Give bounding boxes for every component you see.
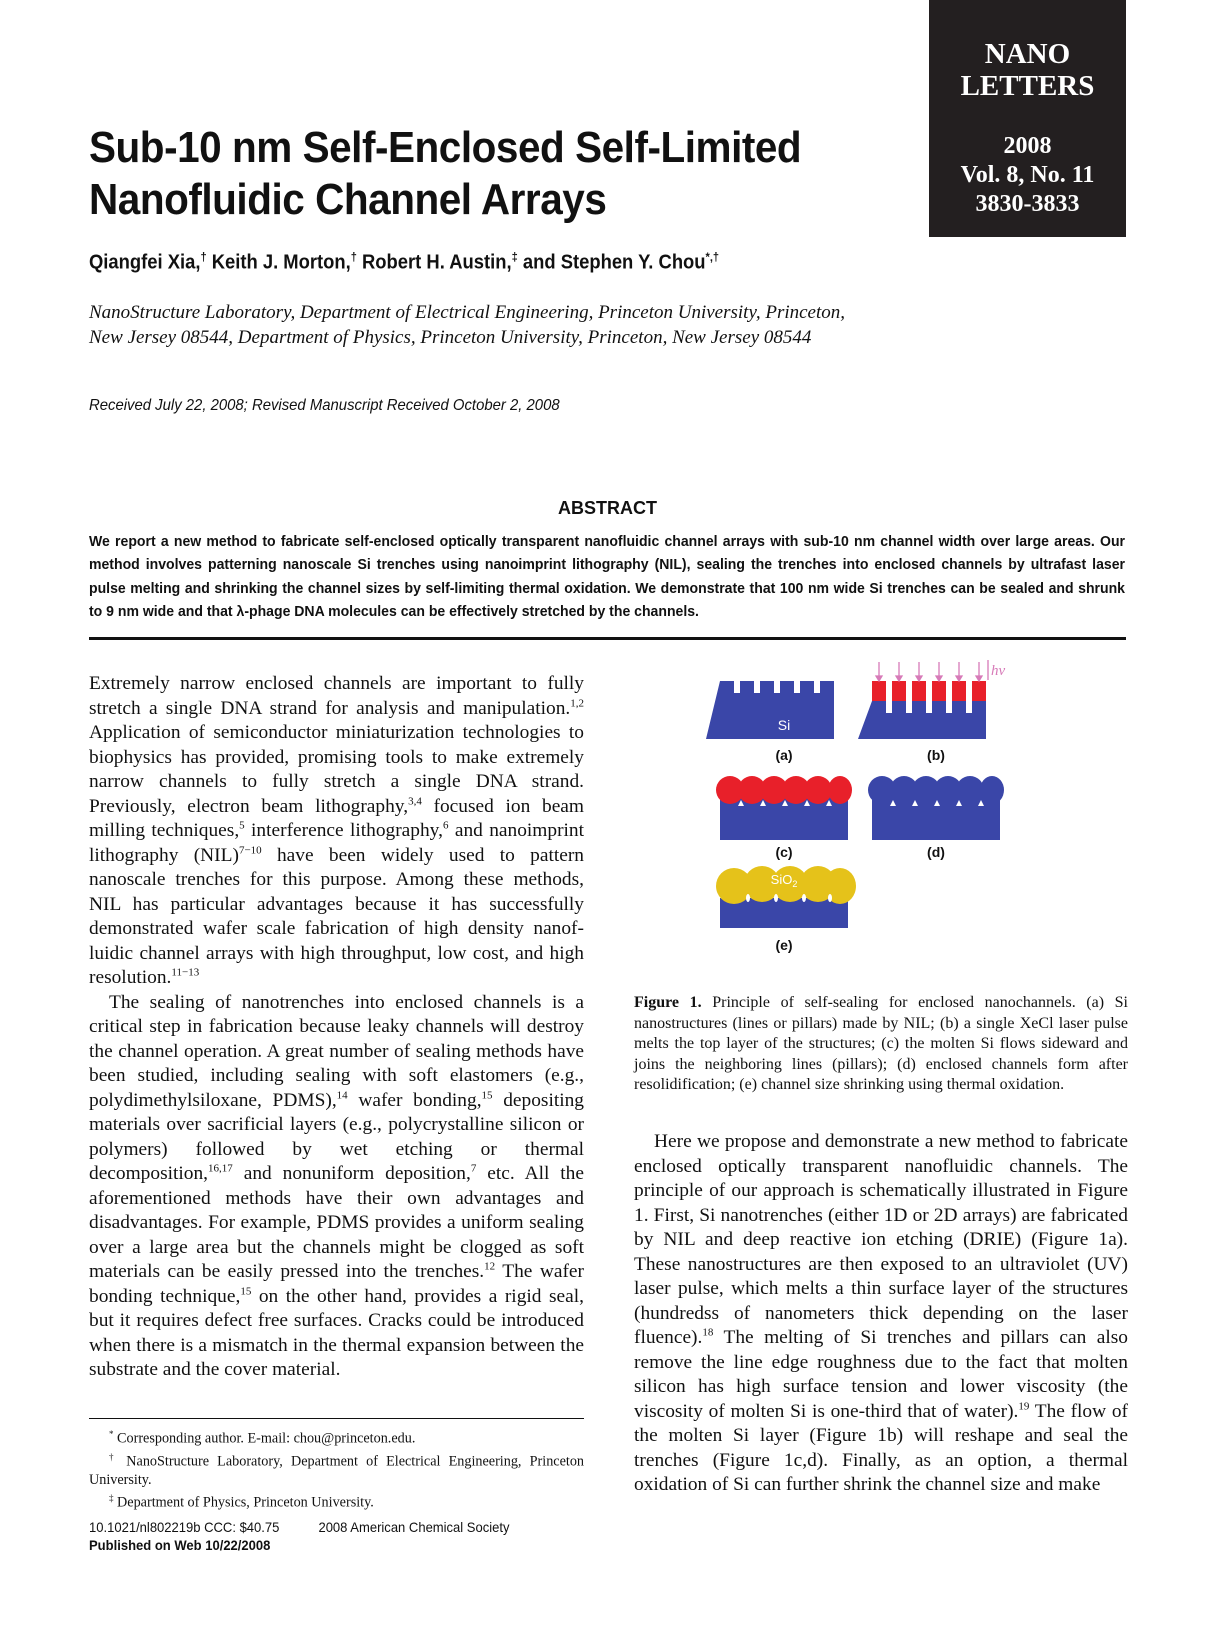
sio2-label-sub: 2 — [792, 879, 798, 889]
label-b: (b) — [927, 747, 945, 763]
footnote-mark: † — [109, 1451, 119, 1462]
body-left-column — [89, 672, 584, 1383]
abstract-divider — [89, 637, 1126, 640]
molten-layer — [872, 681, 986, 701]
citation-ref: 15 — [240, 1285, 252, 1298]
footnote-text: Corresponding author. E-mail: chou@princeton.edu. — [113, 1430, 416, 1447]
panel-a — [706, 681, 834, 763]
footnote-text: Department of Physics, Princeton University. — [113, 1494, 374, 1511]
journal-volume: Vol. 8, No. 11 — [960, 162, 1095, 188]
footnote-mark: * — [109, 1429, 114, 1439]
label-d: (d) — [927, 844, 945, 860]
figure-1-schematic — [720, 663, 1050, 972]
footnote-text: NanoStructure Laboratory, Department of Electrical Engineering, Princeton University. — [89, 1453, 585, 1488]
citation-ref: 3,4 — [408, 795, 422, 808]
figure-1 — [720, 663, 1050, 972]
title-line-1: Sub-10 nm Self-Enclosed Self-Limited — [89, 123, 802, 172]
footnote — [89, 1448, 584, 1489]
citation-ref: 18 — [702, 1326, 714, 1339]
label-c: (c) — [775, 844, 793, 860]
author-mark: ‡ — [511, 250, 518, 264]
journal-year: 2008 — [1003, 133, 1052, 159]
label-a: (a) — [775, 747, 793, 763]
author-name: Robert H. Austin, — [362, 251, 512, 274]
citation-ref: 12 — [484, 1260, 496, 1273]
author-mark: *,† — [705, 250, 720, 264]
figure-1-caption — [634, 993, 1128, 1096]
caption-text: Principle of self-sealing for enclosed nanochannels. (a) Si nanostructures (lines or pillars) made by NIL; (b) a single XeCl laser pulse melts the top layer of the structures; (c) the molten Si flows sideward and joins the neighboring lines (pillars); (d) enclosed channels form after resolidification; (e) channel size shrinking using thermal oxidation. — [634, 994, 1129, 1094]
author-name: Qiangfei Xia, — [89, 251, 201, 274]
citation-ref: 7−10 — [238, 844, 262, 857]
abstract-heading: ABSTRACT — [558, 498, 657, 518]
panel-b — [858, 660, 1006, 763]
laser-arrows — [876, 660, 988, 681]
citation-ref: 19 — [1018, 1400, 1030, 1413]
citation-ref: 11−13 — [171, 966, 200, 979]
journal-badge — [929, 0, 1126, 237]
sio2-label-text: SiO — [770, 872, 793, 887]
footnote-mark: ‡ — [109, 1493, 114, 1504]
citation-ref: 7 — [470, 1162, 477, 1175]
author-name: and Stephen Y. Chou — [522, 251, 706, 274]
si-label: Si — [777, 717, 791, 733]
journal-name-line1: NANO — [984, 38, 1071, 70]
si-substrate-a — [706, 681, 834, 739]
panel-d — [868, 776, 1004, 860]
journal-name-line2: LETTERS — [960, 70, 1095, 102]
citation-ref: 14 — [336, 1089, 348, 1102]
title-line-2: Nanofluidic Channel Arrays — [89, 175, 607, 224]
citation-ref: 6 — [442, 819, 449, 832]
citation-ref: 5 — [239, 819, 245, 832]
author-mark: † — [200, 250, 207, 264]
abstract-text: We report a new method to fabricate self-enclosed optically transparent nanofluidic channel arrays with sub-10 nm channel width over large areas. Our method involves patterning nanoscale Si trenches using nanoimprint lithography (NIL), sealing the trenches into enclosed channels by ultrafast laser pulse melting and shrinking the channel sizes by self-limiting thermal oxidation. We demonstrate that 100 nm wide Si trenches can be sealed and shrunk to 9 nm wide and that λ-phage DNA molecules can be effectively stretched by the channels. — [89, 533, 1125, 621]
footnote — [89, 1489, 584, 1512]
paper-title — [89, 122, 825, 226]
panel-c — [716, 776, 852, 860]
si-substrate-b — [858, 701, 986, 739]
label-e: (e) — [775, 937, 793, 953]
doi: 10.1021/nl802219b CCC: $40.75 — [89, 1519, 280, 1535]
received-dates: Received July 22, 2008; Revised Manuscript Received October 2, 2008 — [89, 397, 560, 414]
journal-pages: 3830-3833 — [975, 191, 1080, 217]
footnotes — [89, 1425, 584, 1512]
hv-label: hν — [991, 663, 1006, 679]
copyright: 2008 American Chemical Society — [318, 1519, 510, 1535]
author-list — [89, 250, 719, 275]
page-footer — [89, 1518, 510, 1554]
affiliation: NanoStructure Laboratory, Department of Electrical Engineering, Princeton University, Princeton, New Jersey 08544, Department of Physics, Princeton University, Princeton, New Jersey 08544 — [89, 302, 846, 348]
citation-ref: 16,17 — [208, 1162, 233, 1175]
author-mark: † — [350, 250, 357, 264]
caption-label: Figure 1. — [634, 994, 702, 1011]
sealed-structure — [868, 776, 1004, 840]
citation-ref: 1,2 — [570, 697, 584, 710]
paragraph: Extremely narrow enclosed channels are important to fully stretch a single DNA strand for analysis and manipulation.$^{1,2}$ Application of semiconductor miniaturization technologies to biophysics has provided, promising tools to make extremely narrow channels to fully stretch a single DNA strand. Previously, electron beam lithography,$^{3,4}$ focused ion beam milling techniques,$^5$ interference lithography,$^6$ and nanoimprint lithography (NIL)$^{7-10}$ have been widely used to pattern nanoscale trenches for this purpose. Among these methods, NIL has particular advantages because it has successfully demonstrated wafer scale fabrication of high density nanofluidic channel arrays with high throughput, low cost, and high resolution.$^{11-13}$ — [89, 673, 584, 988]
published-date: Published on Web 10/22/2008 — [89, 1537, 271, 1553]
paragraph: Here we propose and demonstrate a new method to fabricate enclosed optically transparent nanofluidic channels. The principle of our approach is schematically illustrated in Figure 1. First, Si nanotrenches (either 1D or 2D arrays) are fabricated by NIL and deep reactive ion etching (DRIE) (Figure 1a). These nanostructures are then exposed to an ultraviolet (UV) laser pulse, which melts a thin surface layer of the structures (hundredss of nanometers thick depending on the laser fluence).$^{18}$ The melting of Si trenches and pillars can also remove the line edge roughness due to the fact that molten silicon has high surface tension and lower viscosity (the viscosity of molten Si is one-third that of water).$^{19}$ The flow of the molten Si layer (Figure 1b) will reshape and seal the trenches (Figure 1c,d). Finally, as an option, a thermal oxidation of Si can further shrink the channel size and make — [634, 1131, 1128, 1495]
panel-e — [716, 866, 856, 953]
body-right-column — [634, 1130, 1128, 1498]
citation-ref: 15 — [481, 1089, 493, 1102]
paragraph: The sealing of nanotrenches into enclosed channels is a critical step in fabrication because leaky channels will destroy the channel operation. A great number of sealing methods have been studied, including sealing with soft elastomers (e.g., polydimethylsiloxane, PDMS),$^{14}$ wafer bonding,$^{15}$ depositing materials over sacrificial layers (e.g., polycrystalline silicon or polymers) followed by wet etching or thermal decomposition,$^{16,17}$ and nonuniform deposition,$^7$ etc. All the aforementioned methods have their own advantages and disadvantages. For example, PDMS provides a uniform sealing over a large area but the channels might be clogged as soft materials can be easily pressed into the trenches.$^{12}$ The wafer bonding technique,$^{15}$ on the other hand, provides a rigid seal, but it requires defect free surfaces. Cracks could be introduced when there is a mismatch in the thermal expansion between the substrate and the cover material. — [89, 991, 585, 1380]
footnote — [89, 1425, 584, 1448]
footnote-divider — [89, 1418, 584, 1419]
author-name: Keith J. Morton, — [211, 251, 351, 274]
